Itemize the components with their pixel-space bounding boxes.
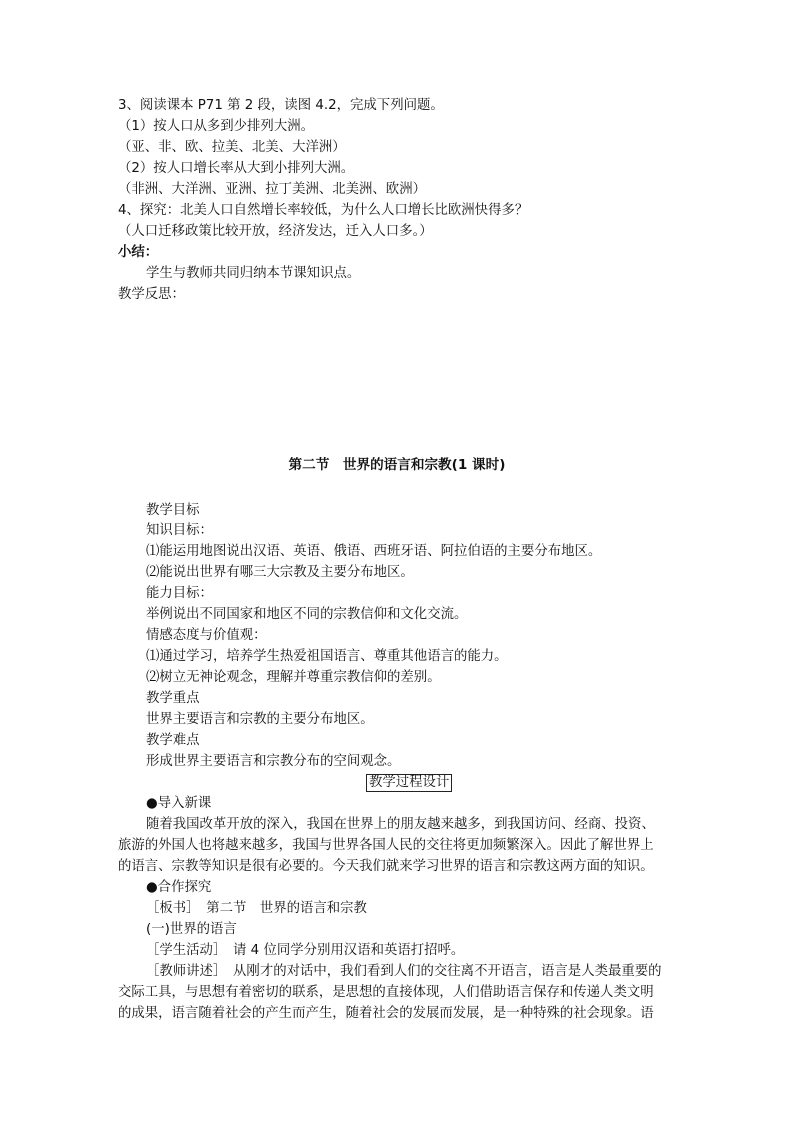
key-points-title: 教学重点 xyxy=(146,691,200,706)
question-3-2-answer: （非洲、大洋洲、亚洲、拉丁美洲、北美洲、欧洲） xyxy=(118,182,426,197)
intro-paragraph-line-3: 的语言、宗教等知识是很有必要的。今天我们就来学习世界的语言和宗教这两方面的知识。 xyxy=(118,859,654,874)
intro-paragraph-line-2: 旅游的外国人也将越来越多，我国与世界各国人民的交往将更加频繁深入。因此了解世界上 xyxy=(118,838,654,853)
question-4-answer: （人口迁移政策比较开放，经济发达，迁入人口多。） xyxy=(118,224,433,239)
knowledge-title: 知识目标： xyxy=(146,523,213,538)
question-3-1: （1）按人口从多到少排列大洲。 xyxy=(118,119,314,134)
question-3-1-answer: （亚、非、欧、拉美、北美、大洋洲） xyxy=(118,140,346,155)
question-3-2: （2）按人口增长率从大到小排列大洲。 xyxy=(118,161,355,176)
board-note: ［板书］ 第二节 世界的语言和宗教 xyxy=(146,901,367,916)
difficulty-text: 形成世界主要语言和宗教分布的空间观念。 xyxy=(146,754,401,769)
attitude-item-1: ⑴通过学习，培养学生热爱祖国语言、尊重其他语言的能力。 xyxy=(146,649,508,664)
teacher-paragraph-line-2: 交际工具，与思想有着密切的联系，是思想的直接体现，人们借助语言保存和传递人类文明 xyxy=(118,985,654,1000)
goals-title: 教学目标 xyxy=(146,503,200,518)
reflection-label: 教学反思： xyxy=(118,287,185,302)
teacher-paragraph-line-3: 的成果，语言随着社会的产生而产生，随着社会的发展而发展，是一种特殊的社会现象。语 xyxy=(118,1006,654,1021)
key-points-text: 世界主要语言和宗教的主要分布地区。 xyxy=(146,712,374,727)
summary-text: 学生与教师共同归纳本节课知识点。 xyxy=(146,266,361,281)
part-1-heading: (一)世界的语言 xyxy=(146,922,237,937)
ability-title: 能力目标： xyxy=(146,586,213,601)
attitude-item-2: ⑵树立无神论观念，理解并尊重宗教信仰的差别。 xyxy=(146,670,441,685)
question-3: 3、阅读课本 P71 第 2 段，读图 4.2，完成下列问题。 xyxy=(118,98,444,113)
coop-title: ●合作探究 xyxy=(146,880,212,895)
process-title-box: 教学过程设计 xyxy=(366,774,452,792)
teacher-paragraph-line-1: ［教师讲述］ 从刚才的对话中，我们看到人们的交往离不开语言，语言是人类最重要的 xyxy=(146,964,662,979)
student-activity: ［学生活动］ 请 4 位同学分别用汉语和英语打招呼。 xyxy=(146,943,465,958)
question-4: 4、探究：北美人口自然增长率较低，为什么人口增长比欧洲快得多？ xyxy=(118,203,529,218)
intro-title: ●导入新课 xyxy=(146,796,212,811)
intro-paragraph-line-1: 随着我国改革开放的深入，我国在世界上的朋友越来越多，到我国访问、经商、投资、 xyxy=(146,817,655,832)
summary-title: 小结： xyxy=(118,245,159,260)
attitude-title: 情感态度与价值观： xyxy=(146,628,267,643)
ability-item-1: 举例说出不同国家和地区不同的宗教信仰和文化交流。 xyxy=(146,607,468,622)
difficulty-title: 教学难点 xyxy=(146,733,200,748)
knowledge-item-2: ⑵能说出世界有哪三大宗教及主要分布地区。 xyxy=(146,565,414,580)
knowledge-item-1: ⑴能运用地图说出汉语、英语、俄语、西班牙语、阿拉伯语的主要分布地区。 xyxy=(146,544,602,559)
section-title: 第二节 世界的语言和宗教(1 课时) xyxy=(288,457,506,473)
